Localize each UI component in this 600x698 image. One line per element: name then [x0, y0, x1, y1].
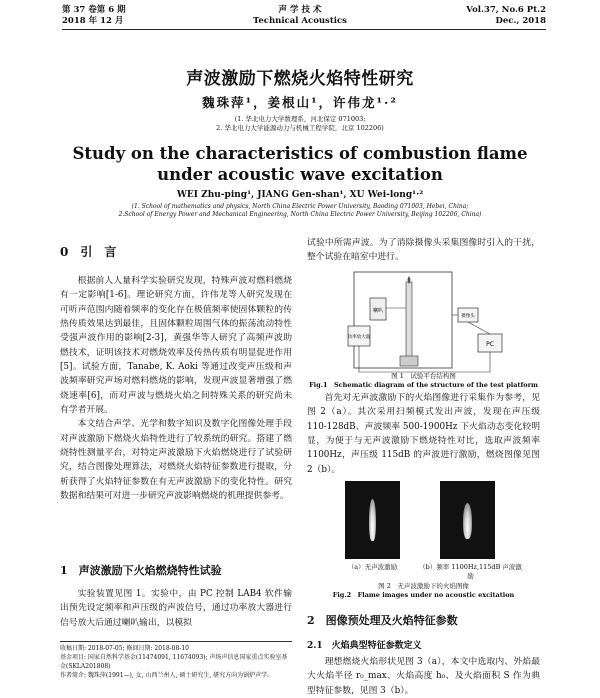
right-intro [307, 236, 540, 265]
journal-issue [62, 5, 126, 27]
journal-volume-en [466, 5, 546, 27]
header-rule [62, 29, 546, 30]
flame-image-a [345, 481, 400, 559]
figure-2-caption-cn: 图 2 无声波激励下的火焰图像 [378, 582, 469, 590]
affiliation-cn-1: (1. 华北电力大学数理系，河北保定 071003; [234, 115, 366, 123]
title-en: Study on the characteristics of combustion flame under acoustic wave excitation [72, 144, 528, 184]
amp-label: 功率放大器 [347, 335, 371, 340]
journal-name-cn: 声 学 技 术 [278, 5, 322, 15]
right-intro-paragraph: 试验中所需声波。为了消除摄像头采集图像时引入的干扰，整个试验在暗室中进行。 [307, 238, 540, 263]
journal-name-en: Technical Acoustics [253, 16, 347, 26]
footnotes [60, 644, 292, 680]
section-2-body [307, 655, 540, 698]
section-2-paragraph: 理想燃烧火焰形状见图 3（a），本文中选取内、外焰最大火焰半径 r₀_max、火焰高度 h₀、及火焰面积 S 作为典型特征参数，见图 3（b）。 [307, 657, 540, 696]
footnote-author: 作者简介: 魏珠萍(1991—), 女, 山西兰州人, 硕士研究生, 研究方向为锅炉声学。 [60, 672, 274, 679]
speaker-label: 喇叭 [372, 308, 384, 314]
flame-image-b [440, 481, 495, 559]
affiliation-cn-2: 2. 华北电力大学能源动力与机械工程学院，北京 102206) [216, 124, 384, 132]
figure-1-caption-cn: 图 1 试验平台结构图 [391, 372, 456, 380]
section-0-body [60, 274, 292, 504]
figure-2-caption-en: Fig.2 Flame images under no acoustic excitation [332, 591, 515, 599]
footnote-rule [60, 641, 292, 642]
affiliation-en-2: 2.School of Energy Power and Mechanical Engineering, North China Electric Power University, Beijing 102206, China) [118, 211, 482, 218]
pc-label: PC [486, 341, 494, 348]
date-en: Dec., 2018 [495, 16, 546, 26]
right-body [307, 391, 540, 477]
issue-volume: 第 37 卷第 6 期 [62, 5, 126, 15]
figure-2b-caption: （b）频率 1100Hz,115dB 声波激励 [419, 563, 522, 580]
figure-1-caption-en: Fig.1 Schematic diagram of the structure of the test platform [309, 381, 538, 389]
camera-label: 摄像头 [461, 314, 475, 319]
section-0-heading: 0 引 言 [60, 245, 117, 259]
figure-1-diagram [340, 268, 512, 376]
authors-en: WEI Zhu-ping¹, JIANG Gen-shan¹, XU Wei-long¹·² [176, 190, 424, 200]
intro-paragraph-1: 根据前人人量科学实验研究发现，特殊声波对燃料燃烧有一定影响[1-6]。理论研究方面，许伟龙等人研究发现在可听声范围内随着频率的变化存在极值频率使固体颗粒的传热传质效果达到最佳，且固体颗粒周围气体的振荡流动特性受强声波作用的影响[2-3]，黄强华等人研究了高频声波助燃技术，证明该技术对燃烧效率及传热传质有明显促进作用[5]。试验方面，Tanabe, K. Aoki 等通过改变声压级和声波频率研究声场对燃料燃烧的影响，发现声波显著增强了燃烧速率[6]，而对声波与燃烧火焰之间特殊关系的研究尚未有学者开展。 [60, 276, 292, 416]
footnote-funding: 基金项目: 国家自然科学基金(11474091, 11674093); 声场声信息国家重点实验室基金(SKLA201808) [60, 654, 288, 670]
volume-en: Vol.37, No.6 Pt.2 [466, 5, 546, 15]
burner-tube [406, 282, 412, 362]
right-paragraph: 首先对无声波激励下的火焰图像进行采集作为参考，见图 2（a）。其次采用扫频模式发出声波，发现在声压级 110-128dB、声波频率 500-1900Hz 下火焰动态变化较明显，为便于与无声波激励下燃烧特性对比，选取声波频率 1100Hz，声压级 115dB 的声波进行激励，燃烧图像见图 2（b）。 [307, 393, 540, 475]
section-1-body [60, 587, 292, 630]
section-1-heading: 1 声波激励下火焰燃烧特性试验 [60, 564, 222, 577]
affiliation-en-1: (1. School of mathematics and physics, North China Electric Power University, Baoding 071003, Hebei, China; [131, 203, 469, 210]
title-cn: 声波激励下燃烧火焰特性研究 [186, 69, 414, 89]
figure-2a-caption: （a）无声波激励 [347, 563, 398, 571]
section-2-1-heading: 2.1 火焰典型特征参数定义 [307, 641, 422, 651]
section-2-heading: 2 图像预处理及火焰特征参数 [307, 614, 458, 627]
authors-cn: 魏珠萍¹，姜根山¹，许伟龙¹·² [202, 95, 398, 110]
issue-date: 2018 年 12 月 [62, 16, 124, 26]
intro-paragraph-2: 本文结合声学、光学和数字知识及数字化图像处理手段对声波激励下燃烧火焰特性进行了较系统的研究。搭建了燃烧特性测量平台，对特定声波激励下火焰燃烧进行了试验研究，结合图像处理算法，对燃烧火焰特征参数进行提取，分析获得了火焰特征参数在有无声波激励下的变化特性。研究数据和结果可对进一步研究声波影响燃烧的机理提供参考。 [60, 419, 292, 502]
section-1-paragraph: 实验装置见图 1。实验中，由 PC 控制 LAB4 软件输出预先设定频率和声压级的声波信号，通过功率放大器进行信号放大后通过喇叭输出，以模拟 [60, 589, 292, 628]
journal-name [250, 5, 350, 27]
footnote-received: 收稿日期: 2018-07-05; 修回日期: 2018-08-10 [60, 645, 189, 652]
